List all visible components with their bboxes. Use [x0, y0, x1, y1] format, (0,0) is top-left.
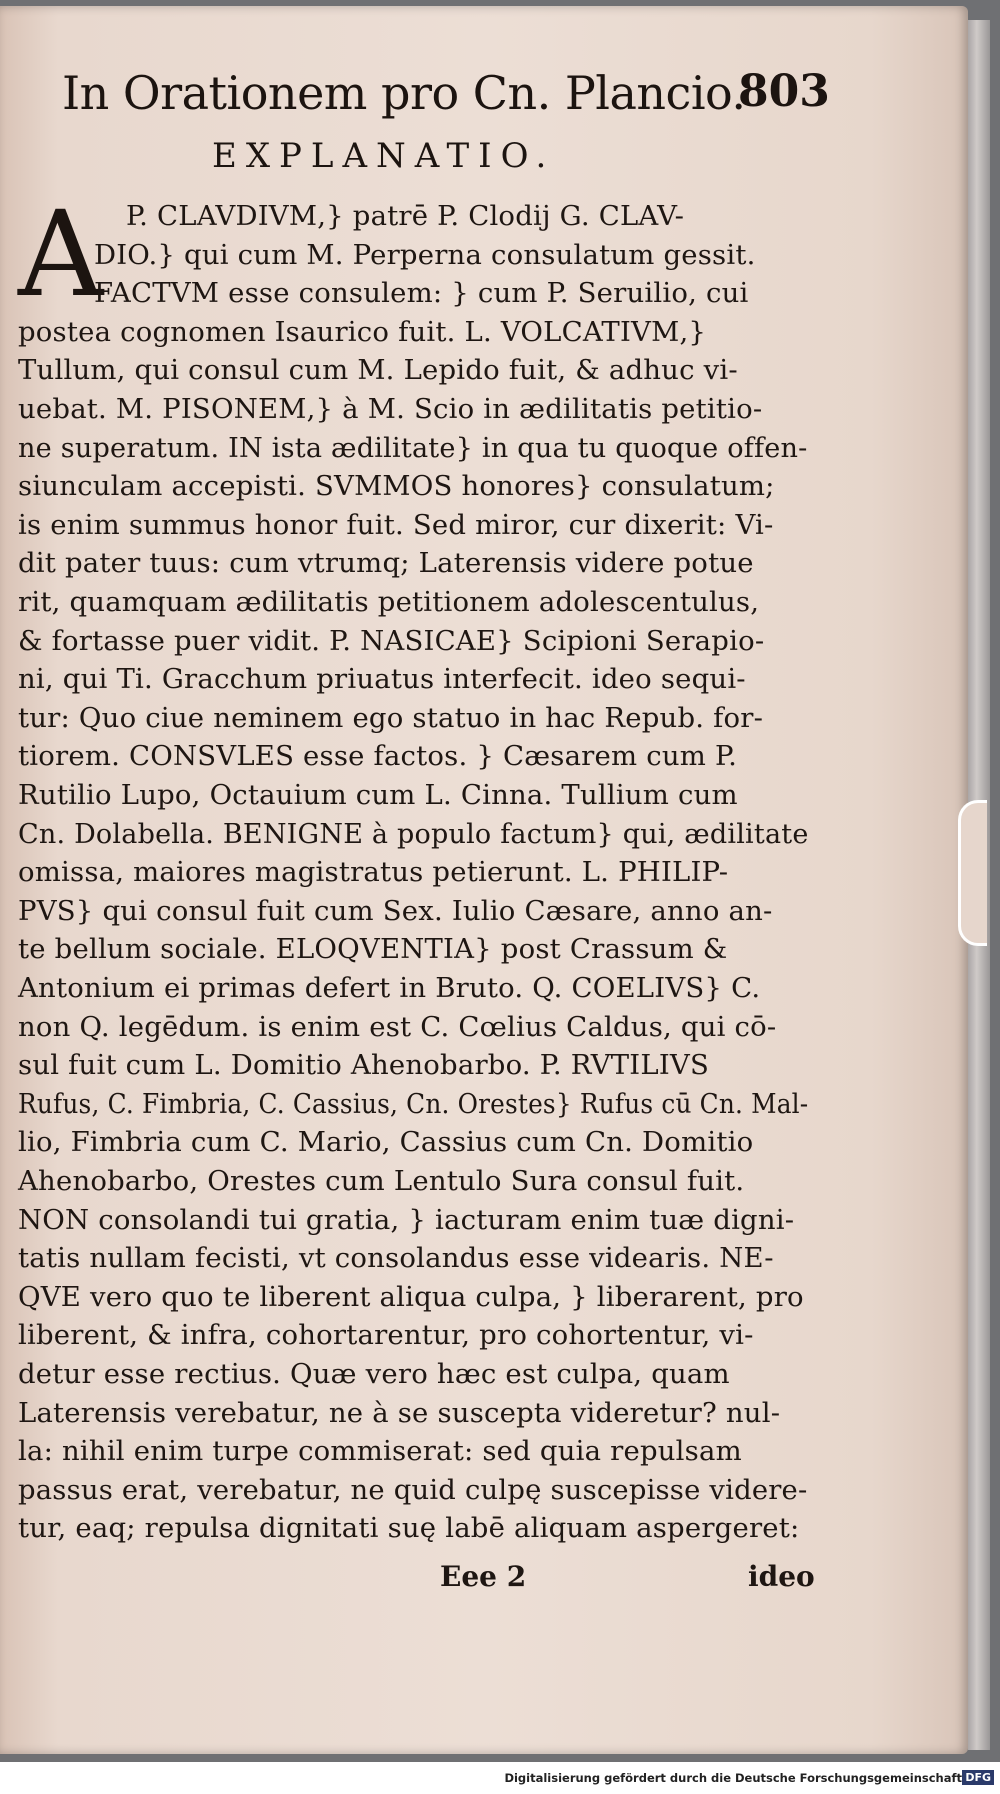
folio-number: 803: [738, 66, 830, 117]
text-line: dit pater tuus: cum vtrumq; Laterensis videre potue: [18, 547, 754, 580]
text-line: Antonium ei primas defert in Bruto. Q. COELIVS} C.: [18, 972, 761, 1004]
text-line: tur: Quo ciue neminem ego statuo in hac Repub. for-: [18, 701, 764, 734]
text-line: Tullum, qui consul cum M. Lepido fuit, & adhuc vi-: [18, 354, 738, 387]
text-line: rit, quamquam ædilitatis petitionem adolescentulus,: [18, 586, 760, 618]
text-line: tiorem. CONSVLES esse factos. } Cæsarem cum P.: [18, 740, 738, 773]
signature-mark: Eee 2: [440, 1560, 527, 1593]
text-line: siunculam accepisti. SVMMOS honores} consulatum;: [18, 470, 775, 503]
text-line: PVS} qui consul fuit cum Sex. Iulio Cæsare, anno an-: [18, 894, 773, 927]
text-line: QVE vero quo te liberent aliqua culpa, } liberarent, pro: [18, 1280, 804, 1313]
text-line: detur esse rectius. Quæ vero hæc est culpa, quam: [18, 1358, 730, 1390]
text-line: Cn. Dolabella. BENIGNE à populo factum} qui, ædilitate: [18, 817, 809, 850]
drop-cap: A: [18, 185, 104, 323]
text-line: ne superatum. IN ista ædilitate} in qua tu quoque offen-: [18, 431, 808, 464]
text-line: Rutilio Lupo, Octauium cum L. Cinna. Tullium cum: [18, 779, 738, 811]
dfg-logo-icon: DFG: [962, 1770, 994, 1785]
text-line: is enim summus honor fuit. Sed miror, cur dixerit: Vi-: [18, 508, 774, 541]
text-line: FACTVM esse consulem: } cum P. Seruilio, cui: [94, 277, 749, 310]
text-line: tur, eaq; repulsa dignitati suę labē aliquam aspergeret:: [18, 1512, 800, 1545]
text-line: DIO.} qui cum M. Perperna consulatum gessit.: [94, 238, 756, 271]
text-line: uebat. M. PISONEM,} à M. Scio in ædilitatis petitio-: [18, 393, 763, 425]
text-line: P. CLAVDIVM,} patrē P. Clodij G. CLAV-: [126, 200, 685, 232]
text-line: sul fuit cum L. Domitio Ahenobarbo. P. RVTILIVS: [18, 1049, 709, 1082]
text-line: postea cognomen Isaurico fuit. L. VOLCATIVM,}: [18, 315, 707, 348]
text-line: Ahenobarbo, Orestes cum Lentulo Sura consul fuit.: [18, 1165, 745, 1197]
section-title: EXPLANATIO.: [212, 136, 556, 176]
text-line: liberent, & infra, cohortarentur, pro cohortentur, vi-: [18, 1319, 754, 1352]
text-line: te bellum sociale. ELOQVENTIA} post Crassum &: [18, 933, 728, 966]
digitization-footer: [0, 1762, 1000, 1794]
text-line: ni, qui Ti. Gracchum priuatus interfecit. ideo sequi-: [18, 663, 746, 696]
text-line: & fortasse puer vidit. P. NASICAE} Scipioni Serapio-: [18, 624, 765, 657]
text-line: Laterensis verebatur, ne à se suscepta videretur? nul-: [18, 1396, 781, 1429]
text-line: la: nihil enim turpe commiserat: sed quia repulsam: [18, 1435, 742, 1468]
text-line: Rufus, C. Fimbria, C. Cassius, Cn. Orestes} Rufus cū Cn. Mal-: [18, 1087, 809, 1120]
bookmark-tab: [958, 800, 987, 946]
text-line: tatis nullam fecisti, vt consolandus esse videaris. NE-: [18, 1242, 774, 1275]
running-head: In Orationem pro Cn. Plancio.: [62, 66, 746, 120]
text-line: NON consolandi tui gratia, } iacturam enim tuæ digni-: [18, 1203, 795, 1236]
footer-credit: Digitalisierung gefördert durch die Deutsche Forschungsgemeinschaft: [504, 1771, 962, 1785]
text-line: non Q. legēdum. is enim est C. Cœlius Caldus, qui cō-: [18, 1010, 777, 1043]
text-line: lio, Fimbria cum C. Mario, Cassius cum Cn. Domitio: [18, 1126, 754, 1159]
text-line: omissa, maiores magistratus petierunt. L. PHILIP-: [18, 856, 729, 889]
catchword: ideo: [748, 1560, 815, 1593]
text-line: passus erat, verebatur, ne quid culpę suscepisse videre-: [18, 1473, 808, 1506]
